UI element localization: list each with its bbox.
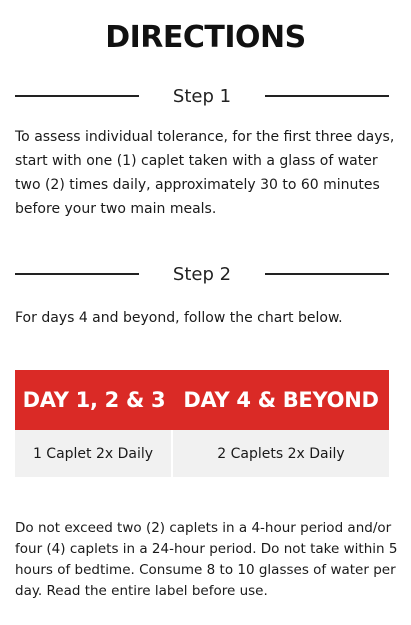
step-1-label: Step 1 <box>172 85 232 107</box>
divider-right <box>265 95 389 97</box>
header-days-1-3: DAY 1, 2 & 3 <box>22 388 166 412</box>
dose-days-1-3: 1 Caplet 2x Daily <box>15 430 173 477</box>
dosage-chart-row <box>15 430 389 477</box>
dose-day-4-beyond: 2 Caplets 2x Daily <box>217 445 345 462</box>
dosage-chart <box>15 370 389 477</box>
divider-right <box>265 273 389 275</box>
warning-text: Do not exceed two (2) caplets in a 4-hour period and/or four (4) caplets in a 24-hour period. Do not take within 5 hours of bedtime. Consume 8 to 10 glasses of water per day. Read the entire label before use. <box>15 520 398 599</box>
divider-left <box>15 95 139 97</box>
step-2-label: Step 2 <box>172 263 232 285</box>
dosage-chart-header <box>15 370 389 430</box>
step-2-heading <box>15 262 389 286</box>
step-2-text: For days 4 and beyond, follow the chart below. <box>15 310 343 326</box>
step-1-text: To assess individual tolerance, for the first three days, start with one (1) caplet taken with a glass of water two (2) times daily, approximately 30 to 60 minutes before your two main meals. <box>15 129 395 217</box>
divider-left <box>15 273 139 275</box>
page-title: DIRECTIONS <box>105 20 306 55</box>
step-1-heading <box>15 84 389 108</box>
header-day-4-beyond: DAY 4 & BEYOND <box>183 388 379 412</box>
